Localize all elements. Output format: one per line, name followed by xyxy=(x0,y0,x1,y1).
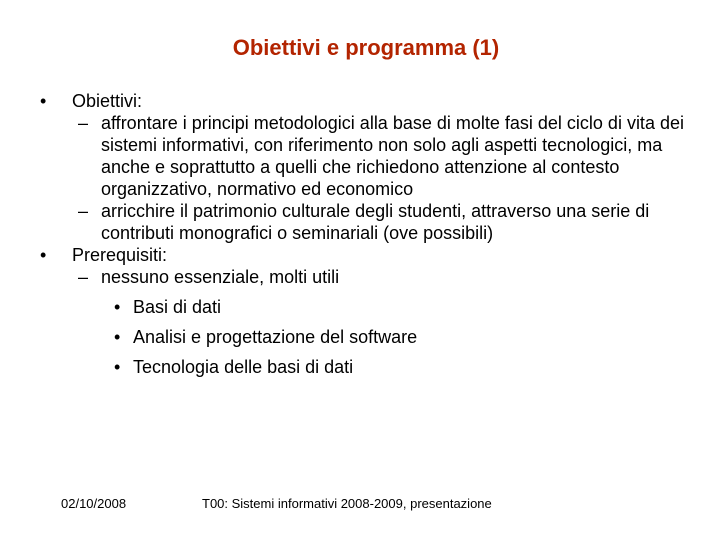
sub-sub-bullet-tecnologia xyxy=(0,356,701,378)
bullet-obiettivi xyxy=(0,90,701,112)
bullet-marker: • xyxy=(114,327,121,347)
sub-bullet-text-arricchire: arricchire il patrimonio culturale degli studenti, attraverso una serie di contributi monografici o seminariali (ove possibili) xyxy=(101,201,650,243)
footer-date: 02/10/2008 xyxy=(61,496,127,511)
dash-marker: – xyxy=(78,201,89,221)
sub-bullet-text-nessuno: nessuno essenziale, molti utili xyxy=(101,267,340,287)
bullet-marker: • xyxy=(114,297,121,317)
footer-caption: T00: Sistemi informativi 2008-2009, presentazione xyxy=(202,496,492,511)
bullet-list xyxy=(0,90,701,378)
sub-sub-bullet-basi-di-dati xyxy=(0,296,701,318)
sub-sub-bullet-text: Tecnologia delle basi di dati xyxy=(133,357,354,377)
slide-title: Obiettivi e programma (1) xyxy=(232,35,500,60)
bullet-marker: • xyxy=(40,245,47,265)
dash-marker: – xyxy=(78,267,89,287)
sub-bullet-nessuno xyxy=(0,266,701,288)
bullet-marker: • xyxy=(114,357,121,377)
sub-sub-bullet-text: Analisi e progettazione del software xyxy=(133,327,418,347)
sub-bullet-text-affrontare: affrontare i principi metodologici alla base di molte fasi del ciclo di vita dei sistemi informativi, con riferimento non solo agli aspetti tecnologici, ma anche e soprattutto a quelli che richiedono attenzione al contesto organizzativo, normativo ed economico xyxy=(101,113,684,199)
sub-bullet-arricchire xyxy=(0,200,701,244)
bullet-marker: • xyxy=(40,91,47,111)
bullet-label-obiettivi: Obiettivi: xyxy=(72,91,143,111)
sub-sub-bullet-text: Basi di dati xyxy=(133,297,222,317)
bullet-label-prerequisiti: Prerequisiti: xyxy=(72,245,168,265)
dash-marker: – xyxy=(78,113,89,133)
bullet-prerequisiti xyxy=(0,244,701,266)
sub-bullet-affrontare xyxy=(0,112,701,200)
sub-sub-bullet-analisi xyxy=(0,326,701,348)
